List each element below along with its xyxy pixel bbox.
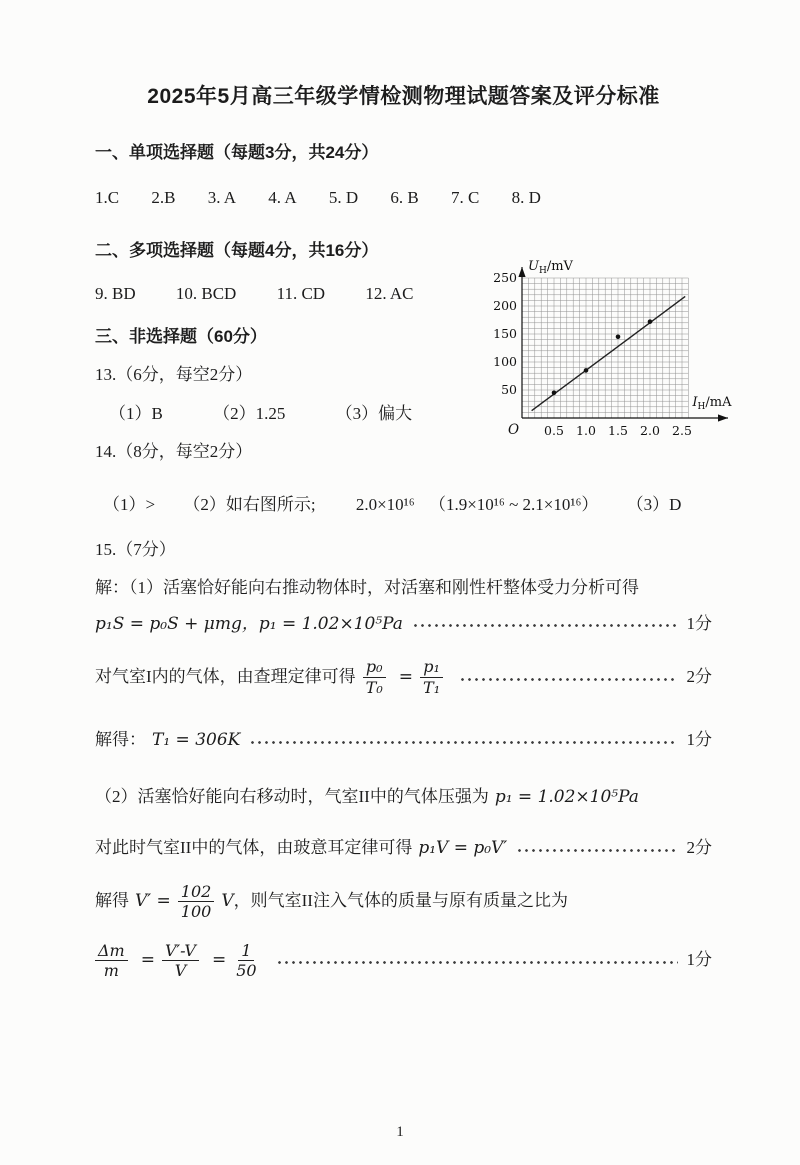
statement-text: （2）活塞恰好能向右移动时，气室II中的气体压强为 — [95, 786, 489, 806]
q15-charles-row — [95, 657, 712, 696]
fraction-numerator: Δm — [95, 941, 128, 961]
section-multi-choice-heading: 二、多项选择题（每题4分，共16分） — [95, 240, 379, 260]
q14-answers — [103, 494, 712, 517]
fraction-denominator: T₁ — [423, 677, 441, 697]
answer-item: （2）如右图所示; — [183, 494, 316, 514]
fraction-denominator: V — [174, 961, 187, 981]
q15-solve2-row — [95, 882, 712, 921]
answer-item: （3）D — [626, 494, 682, 514]
statement-text: 解得： — [95, 729, 146, 749]
q15-solve1-row — [95, 729, 712, 752]
q15-eq1-row — [95, 613, 712, 636]
single-choice-answers — [95, 187, 712, 210]
equals-sign: = — [398, 666, 414, 687]
answer-item: 10. BCD — [175, 283, 237, 303]
equals-sign: = — [140, 950, 155, 971]
answer-item: 4. A — [268, 188, 297, 207]
answer-item: （1）B — [109, 403, 163, 423]
q15-boyle-row — [95, 837, 712, 860]
svg-text:1.0: 1.0 — [576, 423, 596, 438]
dotted-leader — [516, 848, 677, 853]
fraction — [95, 941, 128, 980]
score-label: 2分 — [686, 666, 712, 686]
dotted-leader — [249, 740, 677, 745]
svg-text:150: 150 — [493, 326, 517, 341]
svg-text:UH/mV: $U_H/mV$ — [528, 259, 573, 276]
answer-item: 11. CD — [276, 283, 326, 303]
answer-item: 1.C — [95, 188, 120, 207]
svg-text:2.0: 2.0 — [640, 423, 660, 438]
answer-item: 8. D — [511, 188, 541, 207]
equation: p₁ = 1.02×10⁵Pa — [494, 786, 639, 807]
answer-item: （3）偏大 — [335, 403, 413, 423]
svg-text:O: O — [508, 422, 520, 438]
answer-item: （2）1.25 — [213, 403, 286, 423]
answer-item: （1）> — [103, 494, 156, 514]
svg-text:IH/mA: $I_H/mA$ — [692, 395, 732, 412]
dotted-leader — [276, 960, 678, 965]
svg-text:200: 200 — [493, 298, 517, 313]
svg-text:250: 250 — [493, 270, 517, 285]
score-label: 1分 — [686, 950, 712, 970]
equals-sign: = — [211, 950, 227, 971]
answer-item: 6. B — [390, 188, 419, 207]
answer-item: 3. A — [207, 188, 237, 207]
answer-item: 7. C — [451, 188, 480, 207]
statement-text: ，则气室II注入气体的质量与原有质量之比为 — [233, 890, 568, 910]
equation: T₁ = 306K — [152, 729, 241, 750]
answer-item: 2.0×10¹⁶ — [355, 494, 415, 514]
equation: V′ = — [135, 890, 171, 911]
fraction-denominator: 100 — [180, 901, 212, 921]
fraction-numerator: p₀ — [363, 657, 386, 677]
statement-text: 对气室I内的气体，由查理定律可得 — [95, 666, 356, 686]
fraction-numerator: 102 — [178, 882, 215, 902]
statement-text: 解得 — [95, 890, 129, 910]
q15-heading: 15.（7分） — [95, 539, 176, 559]
hall-voltage-graph — [484, 252, 746, 454]
answer-item: 12. AC — [365, 283, 414, 303]
dotted-leader — [459, 677, 677, 682]
answer-item: 5. D — [328, 188, 359, 207]
svg-text:2.5: 2.5 — [672, 423, 692, 438]
answer-item: （1.9×10¹⁶ ~ 2.1×10¹⁶） — [428, 494, 599, 514]
q14-heading: 14.（8分，每空2分） — [95, 441, 253, 461]
fraction-numerator: V′-V — [162, 941, 199, 961]
q15-step2-row — [95, 786, 712, 809]
score-label: 1分 — [686, 729, 712, 749]
equation: p₁V = p₀V′ — [418, 837, 508, 858]
answer-item: 2.B — [151, 188, 176, 207]
score-label: 2分 — [686, 837, 712, 857]
fraction — [233, 941, 259, 980]
fraction — [162, 941, 199, 980]
svg-text:50: 50 — [501, 382, 517, 397]
fraction — [420, 657, 443, 696]
q13-heading: 13.（6分，每空2分） — [95, 364, 253, 384]
section-single-choice-heading: 一、单项选择题（每题3分，共24分） — [95, 143, 379, 162]
fraction-denominator: T₀ — [365, 677, 383, 697]
equation: p₁S = p₀S + μmg，p₁ = 1.02×10⁵Pa — [95, 613, 403, 634]
svg-text:100: 100 — [493, 354, 517, 369]
fraction — [178, 882, 215, 921]
svg-text:0.5: 0.5 — [544, 423, 564, 438]
fraction — [363, 657, 386, 696]
variable: V — [221, 890, 234, 911]
q15-ratio-row — [95, 941, 712, 980]
statement-text: 对此时气室II中的气体，由玻意耳定律可得 — [95, 837, 413, 857]
fraction-denominator: m — [103, 961, 119, 981]
section-free-response-heading: 三、非选择题（60分） — [95, 326, 267, 346]
q15-step1-text: 解：（1）活塞恰好能向右推动物体时，对活塞和刚性杆整体受力分析可得 — [95, 577, 639, 597]
answer-item: 9. BD — [95, 283, 136, 303]
dotted-leader — [412, 623, 678, 628]
page-number: 1 — [396, 1124, 404, 1140]
page-title: 2025年5月高三年级学情检测物理试题答案及评分标准 — [147, 85, 660, 108]
fraction-denominator: 50 — [236, 961, 257, 981]
svg-text:1.5: 1.5 — [608, 423, 628, 438]
score-label: 1分 — [686, 613, 712, 633]
fraction-numerator: p₁ — [420, 657, 443, 677]
fraction-numerator: 1 — [238, 941, 254, 961]
